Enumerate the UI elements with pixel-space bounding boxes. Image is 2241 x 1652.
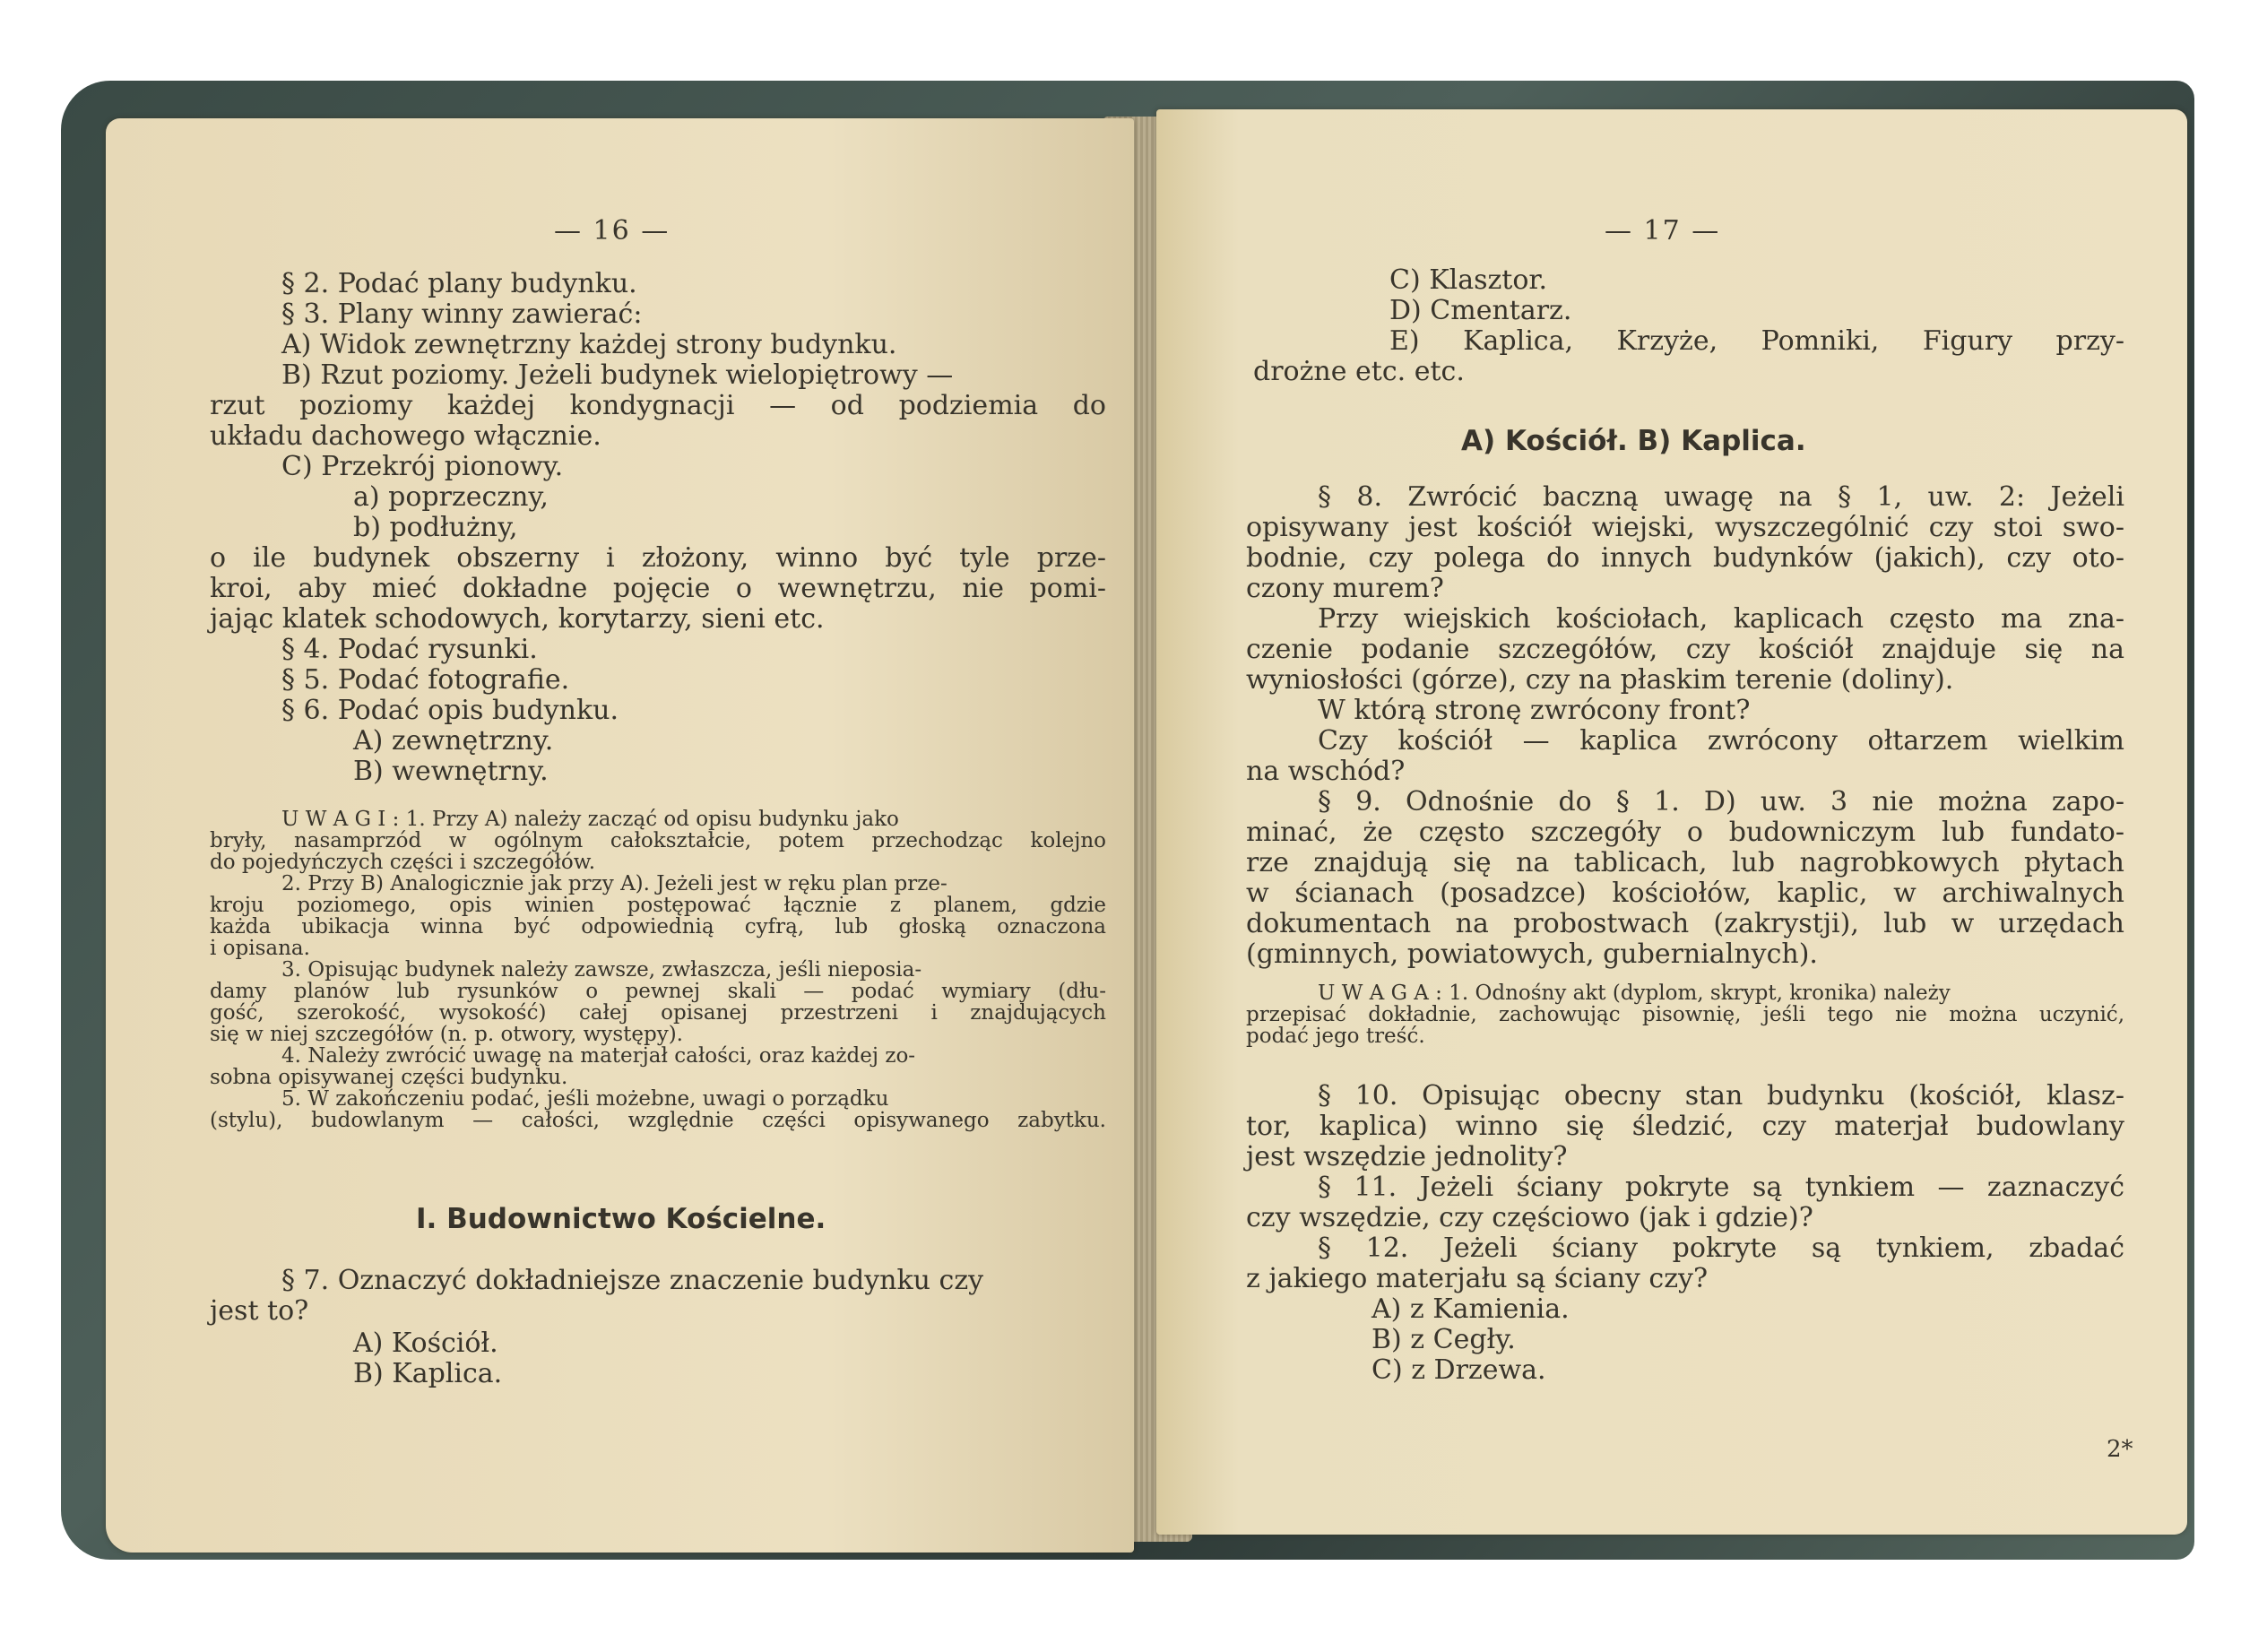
- note-line: 5. W zakończeniu podać, jeśli możebne, uwagi o porządku: [281, 1087, 889, 1111]
- text-line: drożne etc. etc.: [1253, 356, 1465, 387]
- text-line: czony murem?: [1246, 573, 1444, 604]
- text-line: § 2. Podać plany budynku.: [281, 268, 637, 299]
- note-line: (stylu), budowlanym — całości, względnie części opisywanego zabytku.: [210, 1109, 1106, 1132]
- text-line: tor, kaplica) winno się śledzić, czy materjał budowlany: [1246, 1111, 2124, 1142]
- text-line: § 8. Zwrócić baczną uwagę na § 1, uw. 2: Jeżeli: [1318, 481, 2124, 513]
- text-line: W którą stronę zwrócony front?: [1318, 695, 1751, 726]
- text-line: czy wszędzie, czy częściowo (jak i gdzie)?: [1246, 1202, 1813, 1233]
- note-line: każda ubikacja winna być odpowiednią cyfrą, lub głoską oznaczona: [210, 915, 1106, 938]
- note-line: się w niej szczegółów (n. p. otwory, występy).: [210, 1023, 683, 1046]
- text-line: C) Klasztor.: [1389, 264, 1547, 296]
- note-line: 3. Opisując budynek należy zawsze, zwłaszcza, jeśli nieposia-: [281, 958, 922, 982]
- note-line: U W A G A : 1. Odnośny akt (dyplom, skrypt, kronika) należy: [1318, 982, 1951, 1005]
- text-line: A) Widok zewnętrzny każdej strony budynku.: [281, 329, 897, 360]
- text-line: B) Rzut poziomy. Jeżeli budynek wielopiętrowy —: [281, 359, 954, 391]
- text-line: na wschód?: [1246, 756, 1406, 787]
- note-line: U W A G I : 1. Przy A) należy zacząć od opisu budynku jako: [281, 808, 899, 831]
- section-heading: I. Budownictwo Kościelne.: [416, 1203, 826, 1235]
- note-line: gość, szerokość, wysokość) całej opisanej przestrzeni i znajdujących: [210, 1001, 1106, 1025]
- text-line: układu dachowego włącznie.: [210, 420, 601, 452]
- left-page: [106, 118, 1134, 1553]
- note-line: podać jego treść.: [1246, 1025, 1425, 1048]
- text-line: opisywany jest kościół wiejski, wyszczególnić czy stoi swo-: [1246, 512, 2124, 543]
- signature-mark: 2*: [2107, 1436, 2133, 1463]
- text-line: w ścianach (posadzce) kościołów, kaplic, w archiwalnych: [1246, 878, 2124, 909]
- note-line: damy planów lub rysunków o pewnej skali — podać wymiary (dłu-: [210, 980, 1106, 1003]
- text-line: jest wszędzie jednolity?: [1246, 1141, 1568, 1172]
- text-line: § 11. Jeżeli ściany pokryte są tynkiem — zaznaczyć: [1318, 1172, 2124, 1203]
- text-line: rzut poziomy każdej kondygnacji — od podziemia do: [210, 390, 1106, 421]
- note-line: kroju poziomego, opis winien postępować łącznie z planem, gdzie: [210, 894, 1106, 917]
- text-line: A) Kościół.: [353, 1328, 498, 1359]
- text-line: C) z Drzewa.: [1371, 1354, 1546, 1386]
- text-line: E) Kaplica, Krzyże, Pomniki, Figury przy-: [1389, 325, 2124, 357]
- text-line: z jakiego materjału są ściany czy?: [1246, 1263, 1709, 1294]
- section-heading: A) Kościół. B) Kaplica.: [1461, 425, 1806, 457]
- text-line: kroi, aby mieć dokładne pojęcie o wewnętrzu, nie pomi-: [210, 573, 1106, 604]
- right-page: [1156, 109, 2187, 1535]
- text-line: minać, że często szczegóły o budowniczym lub fundato-: [1246, 817, 2124, 848]
- text-line: dokumentach na probostwach (zakrystji), lub w urzędach: [1246, 908, 2124, 939]
- text-line: (gminnych, powiatowych, gubernialnych).: [1246, 938, 1818, 970]
- text-line: o ile budynek obszerny i złożony, winno być tyle prze-: [210, 542, 1106, 574]
- text-line: B) z Cegły.: [1371, 1324, 1516, 1355]
- text-line: § 5. Podać fotografie.: [281, 664, 570, 696]
- text-line: wyniosłości (górze), czy na płaskim terenie (doliny).: [1246, 664, 1954, 696]
- note-line: 4. Należy zwrócić uwagę na materjał całości, oraz każdej zo-: [281, 1044, 916, 1068]
- text-line: A) zewnętrzny.: [353, 725, 554, 757]
- text-line: jając klatek schodowych, korytarzy, sieni etc.: [210, 603, 825, 635]
- text-line: § 7. Oznaczyć dokładniejsze znaczenie budynku czy: [281, 1265, 984, 1296]
- text-line: § 9. Odnośnie do § 1. D) uw. 3 nie można zapo-: [1318, 786, 2124, 817]
- text-line: § 3. Plany winny zawierać:: [281, 298, 643, 330]
- text-line: C) Przekrój pionowy.: [281, 451, 564, 482]
- note-line: 2. Przy B) Analogicznie jak przy A). Jeżeli jest w ręku plan prze-: [281, 872, 947, 895]
- text-line: § 12. Jeżeli ściany pokryte są tynkiem, zbadać: [1318, 1233, 2124, 1264]
- text-line: § 4. Podać rysunki.: [281, 634, 538, 665]
- note-line: do pojedyńczych części i szczegółów.: [210, 851, 596, 874]
- text-line: Przy wiejskich kościołach, kaplicach często ma zna-: [1318, 603, 2124, 635]
- text-line: a) poprzeczny,: [353, 481, 549, 513]
- text-line: A) z Kamienia.: [1371, 1293, 1570, 1325]
- note-line: przepisać dokładnie, zachowując pisownię, jeśli tego nie można uczynić,: [1246, 1003, 2124, 1026]
- text-line: rze znajdują się na tablicach, lub nagrobkowych płytach: [1246, 847, 2124, 878]
- note-line: i opisana.: [210, 937, 310, 960]
- page-number: — 16 —: [554, 215, 671, 247]
- text-line: D) Cmentarz.: [1389, 295, 1572, 326]
- text-line: B) wewnętrny.: [353, 756, 549, 787]
- text-line: § 6. Podać opis budynku.: [281, 695, 619, 726]
- text-line: Czy kościół — kaplica zwrócony ołtarzem wielkim: [1318, 725, 2124, 757]
- text-line: jest to?: [210, 1295, 309, 1327]
- page-number: — 17 —: [1605, 215, 1721, 247]
- text-line: czenie podanie szczegółów, czy kościół znajduje się na: [1246, 634, 2124, 665]
- note-line: sobna opisywanej części budynku.: [210, 1066, 568, 1089]
- text-line: § 10. Opisując obecny stan budynku (kościół, klasz-: [1318, 1080, 2124, 1111]
- text-line: b) podłużny,: [353, 512, 518, 543]
- text-line: B) Kaplica.: [353, 1358, 503, 1389]
- note-line: bryły, nasamprzód w ogólnym całokształcie, potem przechodząc kolejno: [210, 829, 1106, 852]
- text-line: bodnie, czy polega do innych budynków (jakich), czy oto-: [1246, 542, 2124, 574]
